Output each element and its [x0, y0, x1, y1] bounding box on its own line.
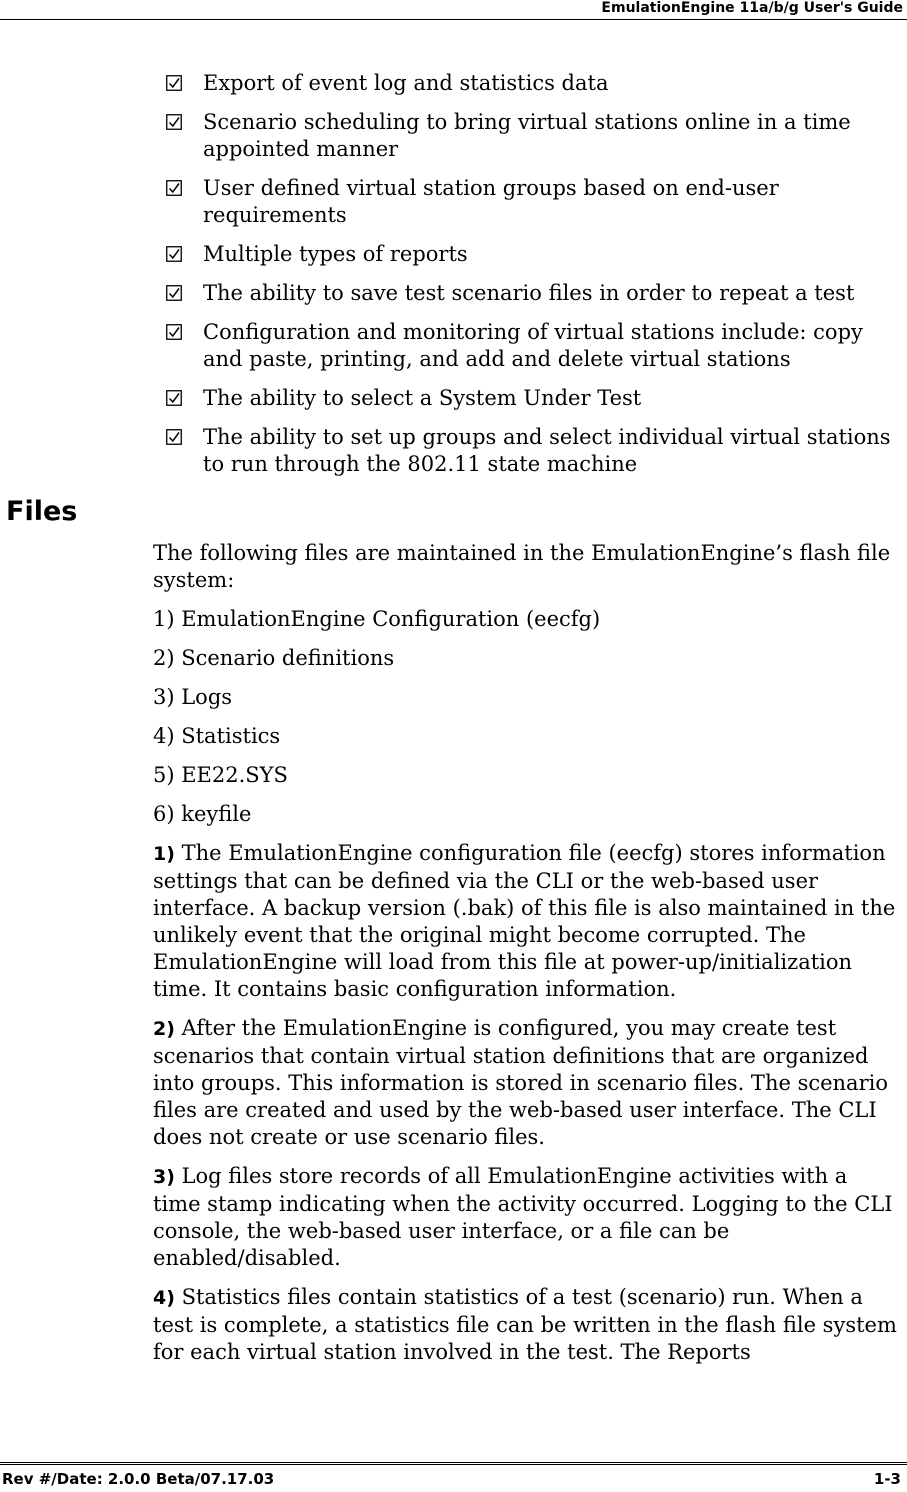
- page-footer: [0, 1462, 907, 1492]
- header-title: EmulationEngine 11a/b/g User's Guide: [601, 0, 903, 16]
- checked-box-icon: [166, 114, 182, 130]
- file-list-item: 2) Scenario definitions: [153, 646, 395, 670]
- feature-item: [153, 385, 901, 412]
- file-description: [153, 1284, 901, 1366]
- description-text: Statistics files contain statistics of a test (scenario) run. When a test is complete, a statistics file can be written in the flash file system for each virtual station involved in the test. The Reports: [153, 1285, 897, 1364]
- footer-page-number: 1-3: [873, 1470, 901, 1488]
- description-number: 3): [153, 1166, 175, 1188]
- checked-box-icon: [166, 246, 182, 262]
- file-list-item: 1) EmulationEngine Configuration (eecfg): [153, 607, 601, 631]
- section-heading-files: Files: [6, 496, 78, 527]
- feature-text: User defined virtual station groups based on end-user requirements: [203, 176, 779, 227]
- feature-text: The ability to select a System Under Test: [203, 386, 642, 410]
- checked-box-icon: [166, 324, 182, 340]
- feature-item: [153, 319, 901, 373]
- feature-item: [153, 280, 901, 307]
- file-description: [153, 840, 901, 1003]
- file-list-item: 3) Logs: [153, 685, 233, 709]
- checked-box-icon: [166, 180, 182, 196]
- page-header: [0, 0, 907, 20]
- feature-text: Multiple types of reports: [203, 242, 468, 266]
- checked-box-icon: [166, 285, 182, 301]
- feature-item: [153, 175, 901, 229]
- feature-text: Scenario scheduling to bring virtual stations online in a time appointed manner: [203, 110, 851, 161]
- description-text: After the EmulationEngine is configured, you may create test scenarios that contain virtual station definitions that are organized into groups. This information is stored in scenario files. The scenario files are created and used by the web-based user interface. The CLI does not create or use scenario files.: [153, 1016, 888, 1149]
- feature-text: The ability to set up groups and select individual virtual stations to run through the 802.11 state machine: [203, 425, 891, 476]
- feature-text: Export of event log and statistics data: [203, 71, 609, 95]
- description-number: 1): [153, 843, 175, 865]
- description-number: 4): [153, 1287, 175, 1309]
- footer-revision: Rev #/Date: 2.0.0 Beta/07.17.03: [2, 1470, 275, 1488]
- feature-item: [153, 70, 901, 97]
- description-number: 2): [153, 1018, 175, 1040]
- feature-list: [153, 70, 901, 478]
- file-description: [153, 1015, 901, 1151]
- feature-text: The ability to save test scenario files in order to repeat a test: [203, 281, 855, 305]
- checked-box-icon: [166, 390, 182, 406]
- feature-item: [153, 424, 901, 478]
- checked-box-icon: [166, 75, 182, 91]
- feature-text: Configuration and monitoring of virtual stations include: copy and paste, printing, and add and delete virtual stations: [203, 320, 863, 371]
- feature-item: [153, 241, 901, 268]
- description-text: Log files store records of all EmulationEngine activities with a time stamp indicating when the activity occurred. Logging to the CLI console, the web-based user interface, or a file can be enabled/disabled.: [153, 1164, 893, 1270]
- feature-list-container: [153, 70, 901, 490]
- description-text: The EmulationEngine configuration file (eecfg) stores information settings that can be defined via the CLI or the web-based user interface. A backup version (.bak) of this file is also maintained in the unlikely event that the original might become corrupted. The EmulationEngine will load from this file at power-up/initialization time. It contains basic configuration information.: [153, 841, 896, 1001]
- files-section-body: [153, 540, 901, 1378]
- file-list-item: 6) keyfile: [153, 802, 252, 826]
- files-intro: The following files are maintained in the EmulationEngine’s flash file system:: [153, 541, 891, 592]
- feature-item: [153, 109, 901, 163]
- file-description: [153, 1163, 901, 1272]
- checked-box-icon: [166, 429, 182, 445]
- file-list-item: 4) Statistics: [153, 724, 281, 748]
- file-list-item: 5) EE22.SYS: [153, 763, 288, 787]
